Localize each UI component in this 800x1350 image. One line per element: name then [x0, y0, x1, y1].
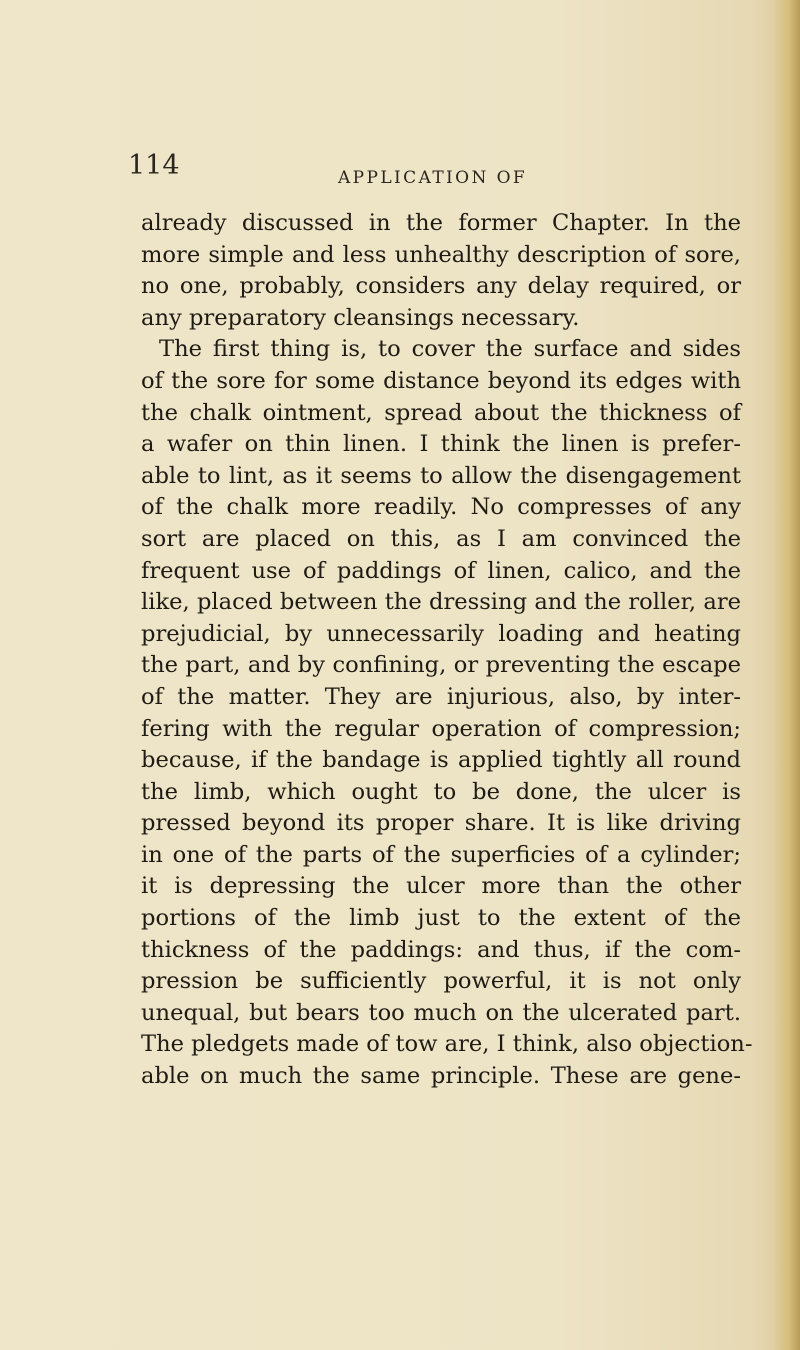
text-line: of the matter. They are injurious, also, by inter-: [141, 683, 741, 710]
text-line: The pledgets made of tow are, I think, also objection-: [141, 1031, 753, 1058]
text-line: it is depressing the ulcer more than the other: [141, 873, 741, 900]
text-line: sort are placed on this, as I am convinced the: [141, 525, 741, 552]
text-line: portions of the limb just to the extent of the: [141, 905, 741, 932]
text-line: prejudicial, by unnecessarily loading and heating: [141, 620, 741, 647]
text-line: pressed beyond its proper share. It is like driving: [141, 810, 741, 837]
text-line: of the sore for some distance beyond its edges with: [141, 367, 741, 394]
text-line: of the chalk more readily. No compresses of any: [141, 494, 741, 521]
text-line: pression be sufficiently powerful, it is not only: [141, 968, 741, 995]
text-line: already discussed in the former Chapter. In the: [141, 210, 741, 236]
text-line: fering with the regular operation of compression;: [141, 715, 741, 742]
text-line: unequal, but bears too much on the ulcerated part.: [141, 999, 741, 1026]
text-line: in one of the parts of the superficies of a cylinder;: [141, 841, 741, 868]
text-line: able to lint, as it seems to allow the disengagement: [141, 462, 741, 489]
text-line: thickness of the paddings: and thus, if the com-: [141, 936, 741, 963]
text-line: a wafer on thin linen. I think the linen is prefer-: [141, 431, 741, 458]
text-line: the limb, which ought to be done, the ulcer is: [141, 778, 741, 805]
text-line: like, placed between the dressing and the roller, are: [141, 589, 741, 616]
text-line: more simple and less unhealthy description of sore,: [141, 241, 741, 268]
text-line: any preparatory cleansings necessary.: [141, 304, 580, 331]
running-title: APPLICATION OF: [338, 168, 528, 188]
page-number: 114: [128, 150, 180, 181]
page-edge-shadow: [774, 0, 800, 1350]
text-line: able on much the same principle. These are gene-: [141, 1063, 741, 1090]
text-line: no one, probably, considers any delay required, or: [141, 273, 741, 300]
text-line: because, if the bandage is applied tightly all round: [141, 747, 741, 774]
text-line: the part, and by confining, or preventing the escape: [141, 652, 741, 679]
text-line: frequent use of paddings of linen, calico, and the: [141, 557, 741, 584]
body-text: [141, 208, 753, 1093]
text-line: The first thing is, to cover the surface and sides: [159, 336, 741, 363]
text-line: the chalk ointment, spread about the thickness of: [141, 399, 741, 426]
